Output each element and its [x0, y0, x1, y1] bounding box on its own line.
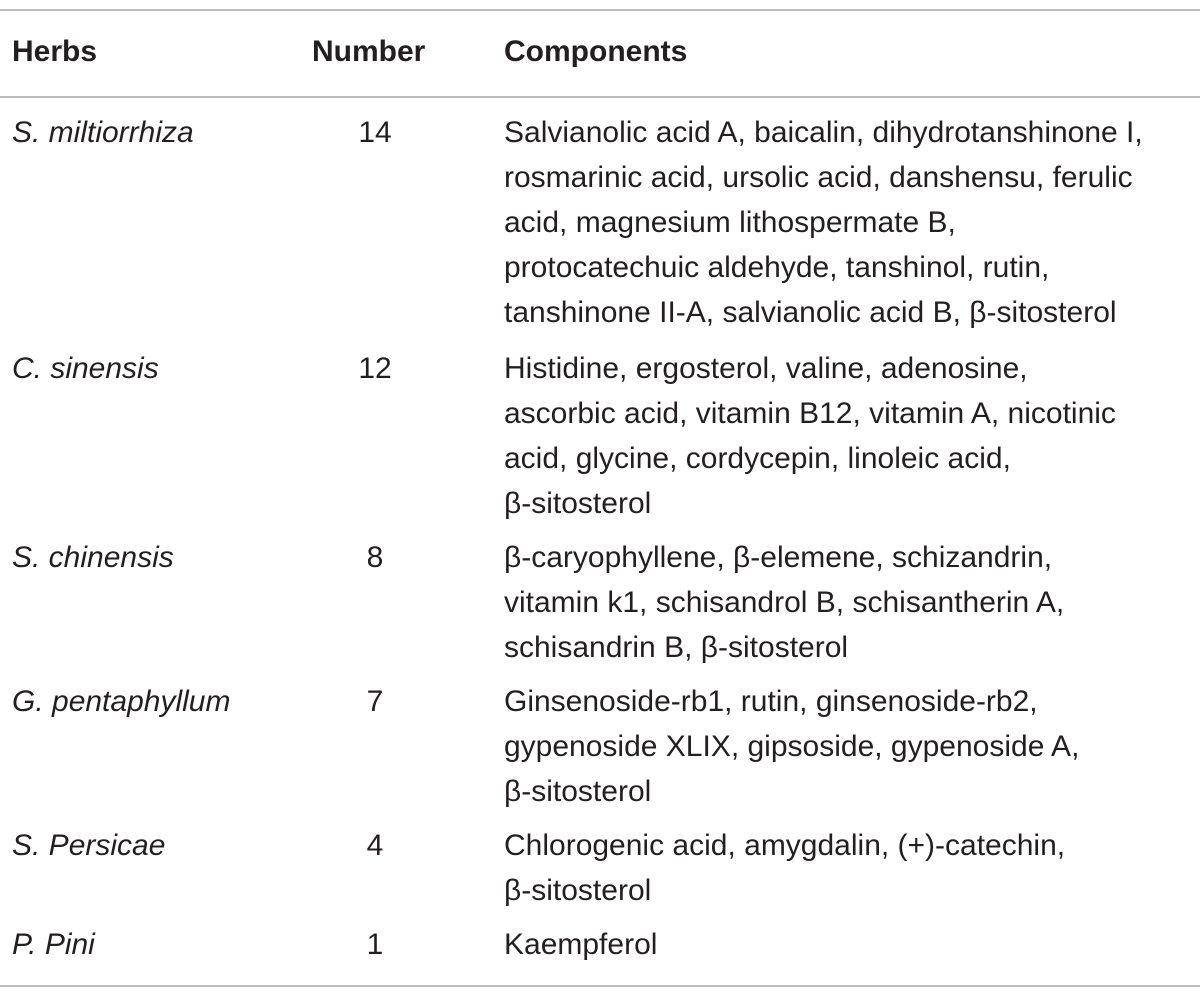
components-cell — [504, 823, 1194, 913]
components-line: Histidine, ergosterol, valine, adenosine, — [504, 352, 1028, 385]
components-line: acid, glycine, cordycepin, linoleic acid, — [504, 442, 1011, 475]
components-line: Kaempferol — [504, 928, 658, 961]
components-line: protocatechuic aldehyde, tanshinol, rutin, — [504, 251, 1050, 284]
table-top-rule — [0, 9, 1200, 11]
components-line: vitamin k1, schisandrol B, schisantherin A, — [504, 586, 1065, 619]
components-line: β-sitosterol — [504, 874, 652, 907]
components-line: β-caryophyllene, β-elemene, schizandrin, — [504, 541, 1053, 574]
components-line: schisandrin B, β-sitosterol — [504, 631, 849, 664]
component-count: 12 — [358, 352, 392, 385]
components-cell — [504, 110, 1194, 335]
components-cell — [504, 346, 1194, 526]
herb-name: S. miltiorrhiza — [12, 116, 194, 149]
component-count: 4 — [366, 829, 384, 862]
herb-name: S. Persicae — [12, 829, 166, 862]
herb-name: G. pentaphyllum — [12, 685, 231, 718]
component-count: 14 — [358, 116, 392, 149]
table-bottom-rule — [0, 985, 1200, 987]
components-line: rosmarinic acid, ursolic acid, danshensu, ferulic — [504, 161, 1133, 194]
components-line: ascorbic acid, vitamin B12, vitamin A, nicotinic — [504, 397, 1116, 430]
header-herbs: Herbs — [12, 35, 98, 68]
components-line: gypenoside XLIX, gipsoside, gypenoside A, — [504, 730, 1080, 763]
components-line: β-sitosterol — [504, 775, 652, 808]
header-components: Components — [504, 35, 688, 68]
components-cell — [504, 535, 1194, 670]
herb-name: P. Pini — [12, 928, 95, 961]
components-line: Ginsenoside-rb1, rutin, ginsenoside-rb2, — [504, 685, 1038, 718]
components-line: β-sitosterol — [504, 487, 652, 520]
herb-name: C. sinensis — [12, 352, 159, 385]
components-line: acid, magnesium lithospermate B, — [504, 206, 956, 239]
components-cell — [504, 679, 1194, 814]
header-rule — [0, 96, 1200, 98]
component-count: 8 — [366, 541, 384, 574]
components-line: Chlorogenic acid, amygdalin, (+)-catechin, — [504, 829, 1066, 862]
components-line: tanshinone II-A, salvianolic acid B, β-sitosterol — [504, 296, 1117, 329]
components-cell — [504, 922, 1194, 967]
header-number: Number — [312, 35, 426, 68]
component-count: 1 — [366, 928, 384, 961]
herb-name: S. chinensis — [12, 541, 174, 574]
component-count: 7 — [366, 685, 384, 718]
components-line: Salvianolic acid A, baicalin, dihydrotanshinone I, — [504, 116, 1143, 149]
